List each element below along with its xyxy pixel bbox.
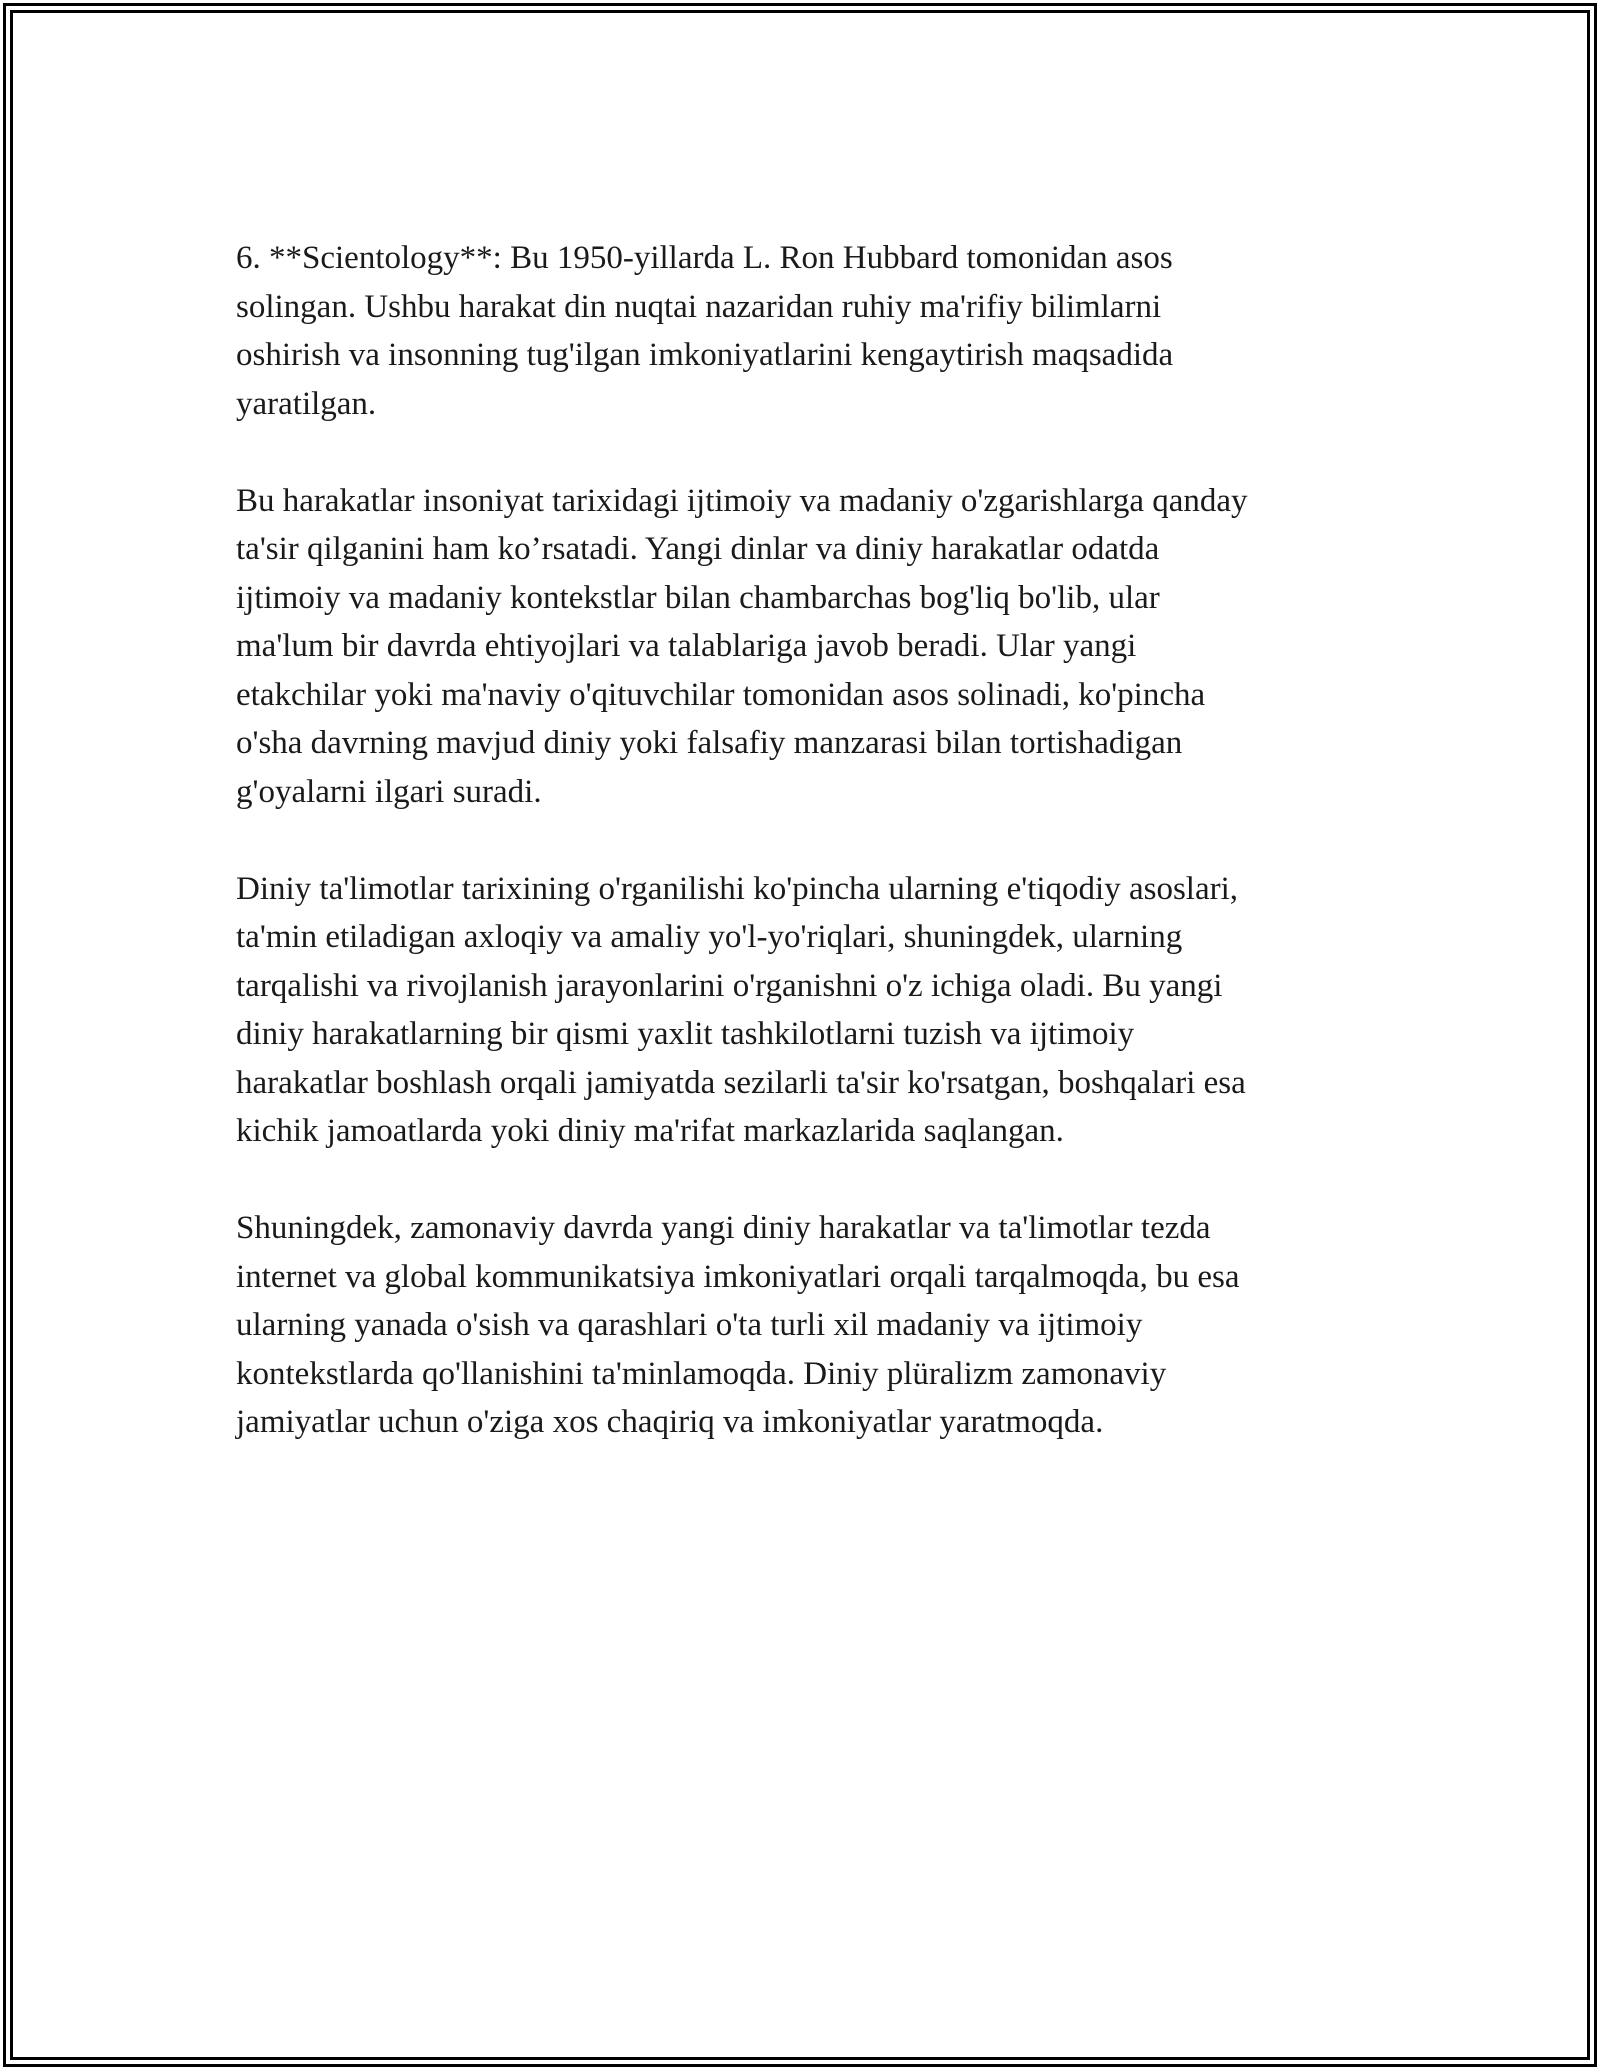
paragraph-line: 6. **Scientology**: Bu 1950-yillarda L. Ron Hubbard tomonidan asos — [236, 240, 1173, 276]
paragraph-line: internet va global kommunikatsiya imkoniyatlari orqali tarqalmoqda, bu esa — [236, 1258, 1240, 1295]
paragraph-line: kichik jamoatlarda yoki diniy ma'rifat markazlarida saqlangan. — [236, 1113, 1064, 1149]
paragraph-line: ta'sir qilganini ham ko’rsatadi. Yangi dinlar va diniy harakatlar odatda — [236, 531, 1160, 567]
paragraph-line: Bu harakatlar insoniyat tarixidagi ijtimoiy va madaniy o'zgarishlarga qanday — [236, 482, 1248, 519]
paragraph-line: oshirish va insonning tug'ilgan imkoniyatlarini kengaytirish maqsadida — [236, 337, 1174, 373]
paragraph-doctrine-study — [236, 865, 1372, 1156]
paragraph-scientology — [236, 234, 1372, 428]
paragraph-modern-era — [236, 1204, 1372, 1447]
paragraph-line: o'sha davrning mavjud diniy yoki falsafiy manzarasi bilan tortishadigan — [236, 725, 1183, 761]
paragraph-line: jamiyatlar uchun o'ziga xos chaqiriq va imkoniyatlar yaratmoqda. — [236, 1404, 1104, 1440]
paragraph-line: ma'lum bir davrda ehtiyojlari va talablariga javob beradi. Ular yangi — [236, 628, 1137, 664]
paragraph-line: solingan. Ushbu harakat din nuqtai nazaridan ruhiy ma'rifiy bilimlarni — [236, 288, 1162, 325]
paragraph-line: harakatlar boshlash orqali jamiyatda sezilarli ta'sir ko'rsatgan, boshqalari esa — [236, 1064, 1246, 1101]
paragraph-line: Shuningdek, zamonaviy davrda yangi diniy harakatlar va ta'limotlar tezda — [236, 1210, 1211, 1246]
paragraph-line: g'oyalarni ilgari suradi. — [236, 773, 542, 810]
paragraph-line: Diniy ta'limotlar tarixining o'rganilishi ko'pincha ularning e'tiqodiy asoslari, — [236, 870, 1239, 907]
paragraph-line: ijtimoiy va madaniy kontekstlar bilan chambarchas bog'liq bo'lib, ular — [236, 579, 1160, 616]
paragraph-line: etakchilar yoki ma'naviy o'qituvchilar tomonidan asos solinadi, ko'pincha — [236, 676, 1206, 713]
document-body — [236, 234, 1372, 1495]
paragraph-line: diniy harakatlarning bir qismi yaxlit tashkilotlarni tuzish va ijtimoiy — [236, 1016, 1135, 1052]
paragraph-line: yaratilgan. — [236, 385, 377, 422]
paragraph-line: tarqalishi va rivojlanish jarayonlarini o'rganishni o'z ichiga oladi. Bu yangi — [236, 967, 1223, 1004]
paragraph-social-impact — [236, 477, 1372, 817]
paragraph-line: ularning yanada o'sish va qarashlari o'ta turli xil madaniy va ijtimoiy — [236, 1307, 1143, 1343]
paragraph-line: ta'min etiladigan axloqiy va amaliy yo'l-yo'riqlari, shuningdek, ularning — [236, 919, 1183, 955]
paragraph-line: kontekstlarda qo'llanishini ta'minlamoqda. Diniy plüralizm zamonaviy — [236, 1355, 1167, 1392]
